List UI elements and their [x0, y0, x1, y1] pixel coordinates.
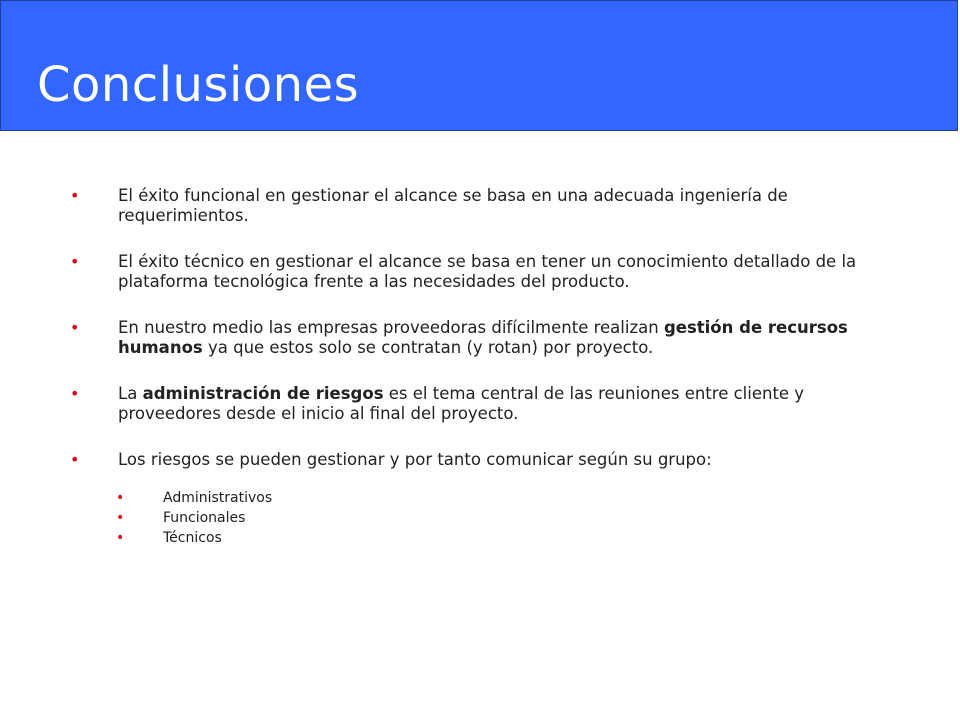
bullet-item — [70, 318, 890, 358]
sub-bullet-item — [70, 488, 890, 508]
bullet-text: El éxito técnico en gestionar el alcance se basa en tener un conocimiento detallado de la plataforma tecnológica frente a las necesidades del producto. — [118, 252, 857, 291]
sub-bullet-item — [70, 528, 890, 548]
sub-bullet-text: Administrativos — [163, 490, 273, 506]
bullet-dot-icon: • — [70, 186, 80, 205]
bullet-dot-icon: • — [116, 510, 125, 526]
bullet-item — [70, 186, 890, 226]
bullet-text-pre: En nuestro medio las empresas proveedoras difícilmente realizan — [118, 318, 664, 337]
bullet-dot-icon: • — [116, 490, 125, 506]
bullet-dot-icon: • — [116, 530, 125, 546]
sub-bullet-item — [70, 508, 890, 528]
bullet-text-post: es el tema central de las reuniones entre cliente y proveedores desde el inicio al final del proyecto. — [118, 384, 805, 423]
bullet-list — [70, 186, 890, 548]
bullet-text-bold: gestión de recursos humanos — [118, 318, 848, 357]
bullet-dot-icon: • — [70, 384, 80, 403]
bullet-dot-icon: • — [70, 252, 80, 271]
slide-title: Conclusiones — [37, 57, 360, 113]
bullet-item — [70, 384, 890, 424]
sub-bullet-text: Técnicos — [163, 530, 222, 546]
bullet-text: Los riesgos se pueden gestionar y por tanto comunicar según su grupo: — [118, 450, 712, 469]
bullet-text: El éxito funcional en gestionar el alcance se basa en una adecuada ingeniería de requerimientos. — [118, 186, 788, 225]
sub-bullet-list — [70, 488, 890, 548]
bullet-item — [70, 450, 890, 470]
bullet-dot-icon: • — [70, 450, 80, 469]
bullet-text-post: ya que estos solo se contratan (y rotan) por proyecto. — [202, 338, 654, 357]
bullet-item — [70, 252, 890, 292]
title-bar — [0, 0, 958, 131]
bullet-text-bold: administración de riesgos — [142, 384, 384, 403]
bullet-dot-icon: • — [70, 318, 80, 337]
sub-bullet-text: Funcionales — [163, 510, 246, 526]
bullet-text-pre: La — [118, 384, 143, 403]
